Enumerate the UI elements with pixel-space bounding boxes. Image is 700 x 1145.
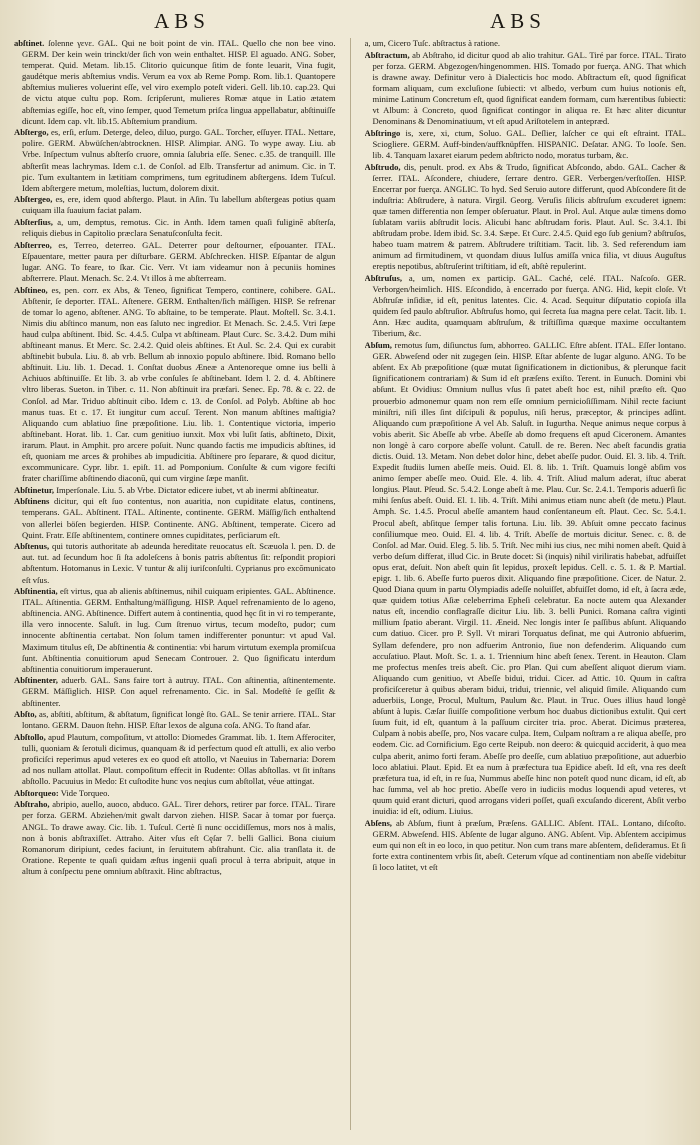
entry-text: eſt virtus, qua ab alienis abſtinemus, nihil cuiquam eripientes. GAL. Abſtinence. ITAL. Aſtinentia. GERM. Enthaltung/mäſſigung. HISP. Aquel refrenamiento de lo ageno, abſtinencia. ANG. Abſtinence. Differt autem à continentia, quod hęc ſit in vi ro temperante, illa vero innocente. Saluſt. in lug. Cum ſtrenuo virtus, tecum modeſto, pudor; cum innocente abſtinentia certabat. Non ſolum tamen indifferenter ponuntur: vt apud Val. Maximum titulus eſt, De abſtinentia & continentia: vbi harum virtutum exempla promiſcua ſunt. Abſtinentia conuitiorum apud Senecam Controuer. 2. Quo ſignificatu interdum abſtinentia conuitiorum imperauerunt.	[22, 586, 336, 674]
entry-headword: Abſum,	[364, 340, 392, 351]
entry-headword: Abſto,	[14, 709, 37, 720]
dictionary-entry	[14, 675, 336, 708]
dictionary-entry	[365, 128, 687, 161]
entry-headword: Abſtergeo,	[14, 194, 53, 205]
entry-text: Imperſonale. Liu. 5. ab Vrbe. Dictator edicere iubet, vt ab inermi abſtineatur.	[56, 484, 319, 495]
entry-headword: Abſterreo,	[14, 239, 52, 250]
dictionary-entry	[14, 127, 336, 194]
entry-text: is, xere, xi, ctum, Soluo. GAL. Deſlier, laſcher ce qui eſt eſtraint. ITAL. Sciogliere. GERM. Auff-binden/auffknüpffen. HISPANIC. Deſatar. ANG. To looſe. Sen. lib. 4. Tanquam laxaret eiarum pedem abſtricto nodo, moratus turbam, &c.	[372, 127, 686, 160]
entry-headword: Abſtorqueo:	[14, 787, 59, 798]
dictionary-entry	[14, 217, 336, 239]
running-head-left: ABS	[154, 9, 210, 33]
entry-headword: Abſtruſus,	[364, 272, 402, 283]
entry-headword: abſtinet.	[14, 38, 45, 48]
entry-headword: Abſterſius,	[14, 217, 53, 227]
entry-text: dis, penult. prod. ex Abs & Trudo, ſignificat Abſcondo, abdo. GAL. Cacher & ſerrer. ITAL. Aſcondere, chiudere, ſerrare dentro. GER. Verbergen/verſtoſſen. HISP. Encerrar por fuerça. ANGLIC. To hyd. Sed Seruio autore differunt, quod Abſcondere ſit de induſtria: Abſtrudere, à natura. Virgil. Georg. Veruſis ſilicis abſtruſum excuderet ignem: quæ tamen differentia non ſemper obſeruatur. Plaut. in Prol. Aul. Atque aulæ timens domo ſublatam variis abſtrudit locis. Alicubi hanc abſtrudam foris. Plaut. Aul. Sc. 3.4.1. Ibi abſtrudam probe. Idem ibid. Sc. 3.4. Sæpe. Et Curc. 2.4.5. Quid ego ſub genium? abſtruſos, habeo tuam matrem & patrem. Abſtrudere triſtitiam. Tacit. lib. 3. Sed referendum iam animum ad firmitudinem, vt quondam diuus Iulſus amiſſa vnica filia, vt diuus Auguſtus ereptis nepotibus, abſtruſerint triſtitiam, id eſt, abſtè repulerint.	[372, 161, 686, 272]
dictionary-entry	[365, 38, 687, 49]
entry-text: apud Plautum, compoſitum, vt attollo: Diomedes Grammat. lib. 1. Item Afferociter, tulli, quoniam & ſerotuli dicimus, quanquam & id perfectum quod eſt attulli, ex alio verbo proficiſci reperimus apud veteres ex eo quod eſt attollo, vt Naeuius in Tabernaria: Dorem ad nos nullam attollat. Plaut. compoſitum effecit in Rudente: Ollas abſtollas. vt ſit inſtans abſtollo. Pacuuius in Medo: Et cuſtodite hunc vos neqius cum abſtollat, véue attingat.	[22, 731, 336, 787]
entry-text: es, pen. corr. ex Abs, & Teneo, ſignificat Tempero, continere, cohibere. GAL. Abſtenir, ſe deporter. ITAL. Aſtenere. GERM. Enthalten/ſich mäſſigen. HISP. Se refrenar de tomar lo ageno, abſtener. ANG. To abſtaine, to be temperate. Plaut. Moſtell. Sc. 3.4.1. Nimis diu abſtinco manum, non eas ſaluto nec ingredior. Et Menach. Sc. 2.4.5. Vtri ſæpe haud culpa abſtinent. Ibid. Sc. 4.4.5. Culpa vt abſtineam. Plaut Curc. Sc. 3.4.2. Dum mihi abſtineant manus. Et Merc. Sc. 2.4.2. Quid oleis abſtines. Et Aul. Sc. 2.4. Qui ex curabit abſtinebit bubula. Liu. 8. ab vrb. Bellum ab innoxio populo abſtinere. Ibid. Romano bello abſtinuit. Liu. lib. 1. Decad. 1. Conſtat duobus Æneæ a Antenoreque omne ius belli à Achiuos abſtinuiſſe. Et lib. 3. ab vrbe conſules ſe abſtinebant. Idem l. 2. d. 4. Abſtinere vltro liberas. Sueton. in Tiber. c. 11. Non abſtinuit ira præfari. Senec. Ep. 78. & c. 22. de Conſol. ad Mar. Triduo abſtinuit cibo. Idem c. 13. de Conſol. ad Polyb. Abſtine ab hoc manus tuas. Et c. 17. Et iungitur cum accuſ. Terent. Non manum abſtines maſtigia? Aliquando cum ablatiuo ſine præpoſitione. Liu. lib. 1. Contentique victoria, imperio abſtinebant. Horat. lib. 1. Car. cum genitiuo iunxit. Mox vbi luſit ſatis, abſtineto, Dixit, irarum. Plaut. in Amphit. pro arcere poſuit. Nunc quando factis me impudicis abſtines, id eſt, quoniam me arces & prohibes ab impudicitia. Abſtinere pro ſeparare, & quod dicitur, excommunicare. Cypr. libr. 1. epiſt. 11. ad Pomponium. Conſulte & cum vigore feciſti frater chariſſime abſtinendo diaconū, qui cum virgine ſæpe manſit.	[22, 284, 336, 484]
entry-text: remotus ſum, diſiunctus ſum, abhorreo. GALLIC. Eſtre abſent. ITAL. Eſſer lontano. GER. Abweſend oder nit zugegen ſein. HISP. Eſtar abſente de lugar alguno. ANG. To be abſent. Ex Ab præpoſitione (quæ mutat ſignificationem in dictionibus, & plerunque facit ſignificationem contrariam) & Sum id eſt præſens exiſto. Terent. in Eunuch. Domini vbi abſunt. Et Ovidius: Omnium nullus vſus ſi patet abeſt hoc est, nihil præſto eſt. Quo prouerbio admonemur quam non rem eſſe omnium pernicioſiſſimam. Nihil recte faciunt miniſtri, niſi illes ſint diſcipuli & populus, niſi herus, præceptor, & principes adſint. Aliquando cum præpoſitione A vel Ab. Saluſt. in Iugurtha. Neque animus neque corpus à vobis aberit. Sic Abeſſe ab vrbe. Abeſſe ab domo frequens eſt apud Ciceronem. Amantes non longè à caro corpore abeſſe volunt. Catull. de re. Beren. Nec abeſt facundis gratia dictis. Ouid. 13. Metam. Non debet dolor hinc, debet abeſſe pudor. Ouid. El. 3. lib. 4. Triſt. Expedit ſtudiis lumen abeſſe meis. Ouid. El. 8. lib. 1. Triſt. Quamuis longè abſim vos animo ſemper abeſſe meo. Ouid. Ele. 4. lib. 4. Triſt. Aliud malum aderat, iſtuc aberat longius. Plaut. Pſeud. Sc. 5.4.2. Longe abeſt à me. Plau. Cur. Sc. 2.4.1. Temporis aduerſi ſic mihi ſenſus abeſt. Ouid. El. 1. lib. 4. Triſt. Mihi animus etiam nunc abeſt (de metu.) Plaut. Amph. Sc. 1.4.5. Procul abeſſe amantem haud conſentaneum eſt. Plaut. Cec. Sc. 5.4.1. Procul abeſt, abſitque ſemper talis fortuna. Liu. lib. 39. Abſuit omne peccato facinus conſiliumque meo. Ouid. El. 4. lib. 4. Triſt. Abeſſe de mortuis dicitur. Senec. c. 8. de Conſol. ad Mar. Ouid. Eleg. 5. lib. 5. Triſt. Nec mihi ius cius, nec mihi nomen abeſt. Quid à verbo deſum differat, illud Cic. in Brute docet: Si (inquis) nihil viriliratis habebat, adfuiſſet opus erat, deſuit. Non abeſt quin ſit lepidus, proxeſt lepidus. Cell. c. 5. 1. & P. Martial. epigr. 1. lib. 6. Abeſſe furto pueros dixit. Aliquando fine præpoſitione. Cicer. de Natur. 2. Quod Diana quum in partu Olympiadis adeſſe noluiſſet, abfuiſſet domo, id eſt, à ſacra æde, quæ quidem totius Aſiæ celeberrima Epheſi celebratur. Ea nocte autem qua Alexander natus eſt, incendio conflagraſſe dicitur Liu. lib. 3. belli Punici. Romana caſtra viginti millium ſpatio aberant. Virgil. 11. Æneid. Nec longis inter ſe paſſibus abſunt. Aliquando cum datiuo. Cicer. pro P. Syll. Vt mirari Torquatus deſinat, me qui Autronio abfuerim, Syllam defendere, pro non adfuerim Antronio, ſiue non defenderim. Aliquando cum accuſatiuo. Plaut. Moſt. Sc. 1. a. 1. Triennium hinc abeſt ſenex. Terent. in Heauton. Clam me profectus menſes treis abeſt. Cic. pro Plan. Qui cum abeſſent aliquot dierum viam. Aliquando cum genitiuo, vt Abeſſe bidui, tridui. Cicer. ad Attic. 10. Quum in caſtra proficiſceretur à quibus aberam bidui, tridui, triennic, vel aliquid ſimile. Aliquando cum aduerbiis, Longe, Procul, Multum, Paulum &c. Plaut. in Truc. Oues illius haud longè abſunt à lupis. Cæſar ſiuiſſe compoſitione verbum hoc duabus dictionibus extulit. Qui cert ſuum fuit, id eſt, quantum à la paſſuum circiter tria. proc. Aberat. Dicimus præterea, Culpam à nobis abeſſe, pro, Nos vacare culpa. Item, Culpam noſtram a re aliqua abeſſe, pro eodem. Cic. ad Cornificium. Ego certe Reipub. non deero: & quicquid acciderit, à quo mea culpa aberit, animo forti feram. Abeſſe pro deeſſe, cum ablatiuo præpoſitione, aut aduerbio loco ablatiui. Plaut. Epid. Et ea num à præfectura tua Epidice abeſt. Id eſt, vna res deeſt præfetura tua, id eſt, in re ſua, Nummus abeſſe hinc non poteſt quod nunc dicam, id eſt, ab hac ſumma, vel ab hoc pretio. Abeſſe vero in iudiciis modus loquendi apud veteres, vt quum quid erant dicturi, quod arrogans videri poſſet, quaſi excuſando dicerent, Abſit verbo inuidia: id eſt, odium. Liuius.	[372, 340, 686, 816]
entry-headword: Abſtinenter,	[14, 675, 58, 686]
entry-headword: Abſtenus,	[14, 541, 50, 552]
entry-headword: Abſtraho,	[14, 799, 50, 810]
entry-headword: Abſtrudo,	[364, 161, 401, 172]
entry-headword: Abſtinentia,	[14, 586, 58, 597]
right-column	[365, 38, 687, 1130]
dictionary-entry	[14, 732, 336, 787]
entry-headword: Abſtineo,	[14, 284, 48, 295]
entry-text: Vide Torqueo.	[60, 787, 110, 798]
dictionary-entry	[365, 273, 687, 340]
dictionary-entry	[14, 586, 336, 675]
entry-text: ab Abſum, fiunt à præſum, Præſens. GALLIC. Abſent. ITAL. Lontano, diſcoſto. GERM. Abweſend. HIS. Abſente de lugar alguno. ANG. Abſent. Vip. Abſentem accipimus eum qui non eſt in eo loco, in quo petitur. Non cum trans mare abſentem, deſideramus. Et ſi forte extra continentem vrbis ſit, abeſt. Ceterum vſque ad continentiam non abeſſe videbitur ſi loco latitet, vt eſt	[372, 817, 686, 872]
text-columns	[14, 38, 686, 1130]
entry-text: es, Terreo, deterreo. GAL. Deterrer pour deſtourner, eſpouanter. ITAL. Eſpauentare, metter paura per diſturbare. GERM. Abſchrecken. HISP. Eſpantar de algun lugar. ANG. To feare, to ſkar. Cic. Verr. Vt iam videamur non à pecuniis homines abſterrere. Plaut. Menach. Sc. 2.4. Vt illos à me abſterream.	[22, 239, 336, 283]
dictionary-entry	[14, 496, 336, 540]
entry-text: a, um, demptus, remotus. Cic. in Anth. Idem tamen quaſi fuliginē abſterſa, reliquis diebus in Capitolio præclara Senatuſconſulta fecit.	[22, 217, 336, 239]
entry-text: ſolenne γενε. GAL. Qui ne boit point de vin. ITAL. Quello che non bee vino. GERM. Der kein wein trinckt/der ſich von wein enthaltet. HISP. El aguado. ANG. Sober, temperat. Quid. Metam. lib.15. Clitorio quicunque ſitim de fonte leuarit, Vina fugit, gaudétque meris abſtemius vndis. Verum ea vox ab Reme Pomp. Rom. lib.1. Quantopere abſtemius mulieres voluerint eſſe, vel viro exemplo poteſt videri. Gell. lib.10. cap.23. Qui de victu atque cultu pop. Rom. ſcripſerunt, mulieres Romæ atque in Latio ætatem abſtemias egiſſe, hoc eſt, vino ſemper, quod Temetum priſca lingua appellabatur, abſtinuiſſe dicunt. Idem cap. vlt. lib.15. Abſtemium prandium.	[22, 38, 336, 126]
page-header	[14, 6, 686, 34]
entry-text: ab Abſtraho, id dicitur quod ab alio trahitur. GAL. Tiré par force. ITAL. Tirato per forza. GERM. Abgezogen/hingenommen. HIS. Tomado por fuerça. ANG. That which is drawne away. Definitur vero à Dialecticis hoc modo. Abſtractum eſt, quod ſignificat formam aliquam, cum excluſione ſubiecti: vt albedo, verbum cum huius notionis eſt, minime Latinum Concretum eſt, quod ſignificat eandem formam, cum hærentibus ſubiecti: vt Album: à Concreto, quod ſignificat contingor in aliqua re. Et hæc aliter dicuntur Denominans & Denominatiuum, vt eſt apud Ariſtotelem in antepræd.	[372, 49, 686, 127]
dictionary-entry	[365, 162, 687, 273]
entry-text: as, abſtiti, abſtitum, & abſtatum, ſignificat longè ſto. GAL. Se tenir arriere. ITAL. Star lontano. GERM. Dauon ſtehn. HISP. Eſtar lexos de alguna coſa. ANG. To ſtand afar.	[22, 709, 336, 731]
entry-headword: Abſtractum,	[364, 49, 410, 60]
left-column	[14, 38, 336, 1130]
dictionary-entry	[14, 240, 336, 284]
dictionary-entry	[14, 38, 336, 127]
dictionary-entry	[14, 285, 336, 485]
dictionary-entry	[365, 818, 687, 873]
entry-text: a, um, nomen ex particip. GAL. Caché, celé. ITAL. Naſcoſo. GER. Verborgen/heimlich. HIS. Eſcondido, à encerrado por fuerça. ANG. Hid, kepit cloſe. Vt Abſtruſæ inſidiæ, id eſt, penitus latentes. Cic. 4. Acad. Sequitur diſputatio copioſa illa quidem ſed paulo abſtruſior. Abſtruſus homo, qui ſecreta ſua magna pere celat. Tacit. lib. 1. Ann. Hæc audita, quamquam abſtruſum, & triſtiſſima quæque maxime occultantem Tiberium, &c.	[372, 272, 686, 339]
dictionary-entry	[14, 194, 336, 216]
entry-headword: Abſens,	[364, 817, 392, 828]
entry-text: aduerb. GAL. Sans faire tort à autruy. ITAL. Con aſtinentia, aſtinentemente. GERM. Mäſſiglich. HISP. Con aquel refrenamento. Cic. in Sal. Modeſtè ſe geſſit & abſtinenter.	[22, 675, 336, 708]
dictionary-entry	[14, 485, 336, 496]
entry-text: qui tutoris authoritate ab adeunda hereditate reuocatus eſt. Scæuola l. pen. D. de aut. tut. ad ſecundum hoc ſi ſta adoleſcens à bonis patris abſtentus ſit: reſpondit propiori abſtentum. Hotomanus in Lexic. V tuntur & alij iuriſconſulti. Cyprianus pro excōmunicato eſt vſus.	[22, 541, 336, 585]
dictionary-entry	[365, 340, 687, 817]
entry-headword: Abſtinens	[14, 496, 50, 507]
entry-text: es, ere, idem quod abſtergo. Plaut. in Aſin. Tu labellum abſtergeas potius quam cuiquam illa ſuauium faciat palam.	[22, 194, 336, 216]
entry-text: dicitur, qui eſt ſuo contentus, non auaritia, non cupiditate elatus, continens, temperans. GAL. Abſtinent. ITAL. Aſtinente, continente. GERM. Mäſſig/ſich enthaltend von allerlei böſen begierden. HISP. Continente. ANG. Abſtinent, temperate. Cicero ad Quint. Fratr. Eſſe abſtinentem, continere omnes cupiditates, perſiciarum eſt.	[22, 496, 336, 540]
running-head-right: ABS	[490, 9, 546, 33]
dictionary-entry	[14, 799, 336, 877]
column-divider	[350, 38, 351, 1130]
entry-text: es, erſi, erſum. Deterge, deleo, diluo, purgo. GAL. Torcher, eſſuyer. ITAL. Nettare, polire. GERM. Abwüſchen/abtrocknen. HISP. Alimpiar. ANG. To wype away. Liu. ab Vrbe. Inſpectum vulnus abſterſo cruore, omnia ſalubria eſſe. Senec. c.35. de tranquill. Ille abſterſit meas lachrymas. Idem c.1. de Conſol. ad Elb. Transfertur ad animum. Cic. in T. pic. Tum exultantem in lætitiam comprimens, tum egritudinem abſtergens. Idem Tuſcul. Idem abſtergere metum, moleſtias, luctum, dolorem dixit.	[22, 127, 336, 193]
entry-headword: Abſtollo,	[14, 731, 46, 742]
entry-text: abripio, auello, auoco, abduco. GAL. Tirer dehors, retirer par force. ITAL. Tirare per forza. GERM. Abziehen/mit gwalt darvon ziehen. HISP. Sacar à tomar por fuerça. ANGL. To drawe away. Cic. lib. 1. Tuſcul. Certè ſi nunc occidiſſemus, mors nos à malis, non à bonis abſtraxiſſet. Attraho. Aiter vſus eſt Cęſar 7. belli Gallici. Bona ciuium Romanorum diripiunt, cedes faciunt, in ſeruitutem abſtrahunt. Cic. alia tranſlata it. de Oratione. Repente te quaſi quidam æſtus ingenii quaſi procul à terra abripuit, atque in altum à conſpectu pene omnium abſtraxit. Hinc abſtractus,	[22, 799, 336, 876]
entry-text: a, um, Cicero Tuſc. abſtractus à ratione.	[364, 38, 501, 48]
dictionary-entry	[14, 788, 336, 799]
entry-headword: Abſtringo	[364, 127, 401, 138]
dictionary-entry	[14, 709, 336, 731]
entry-headword: Abſtinetur,	[14, 484, 55, 495]
dictionary-entry	[365, 50, 687, 128]
entry-headword: Abſtergo,	[14, 127, 49, 138]
dictionary-entry	[14, 541, 336, 585]
